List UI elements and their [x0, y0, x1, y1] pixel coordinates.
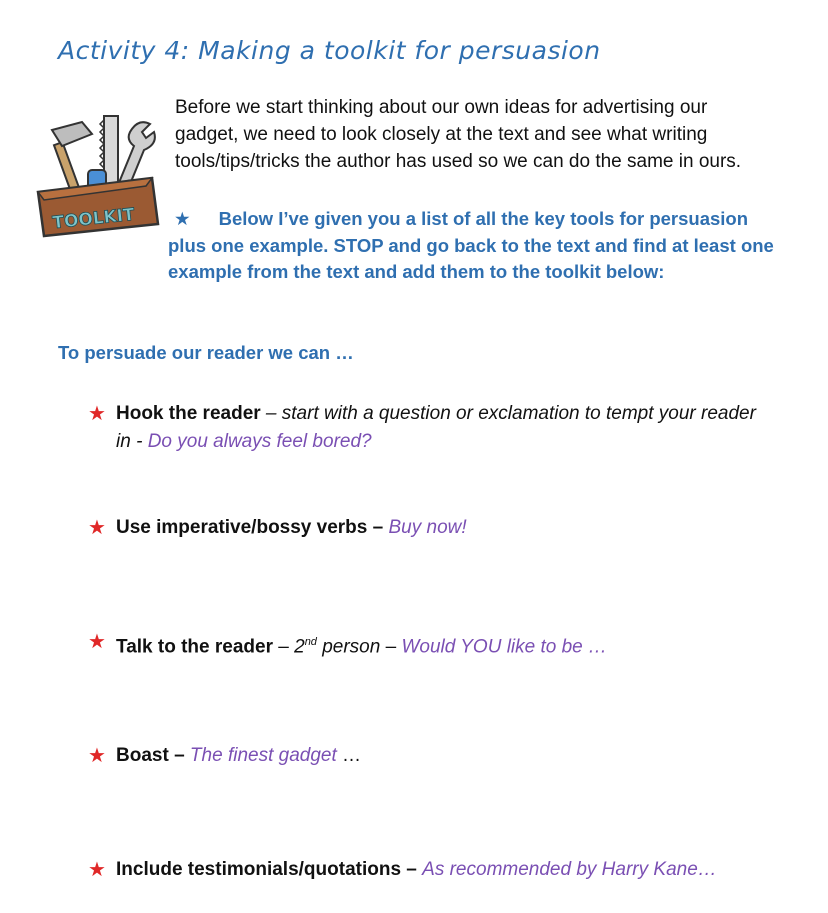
page-title: Activity 4: Making a toolkit for persuasion [58, 36, 601, 65]
item-desc-separator: – [380, 636, 402, 658]
red-star-icon: ★ [88, 631, 106, 653]
item-label: Use imperative/bossy verbs – [116, 517, 384, 538]
item-label: Hook the reader [116, 403, 261, 424]
instruction-text: Below I’ve given you a list of all the key tools for persuasion plus one example. STOP and go back to the text and find at least one example from the text and add them to the toolkit below: [168, 208, 774, 282]
item-desc-separator: - [130, 431, 148, 452]
instruction-paragraph [168, 206, 788, 286]
blue-star-icon: ★ [174, 208, 191, 229]
item-ordinal: 2 [294, 636, 305, 658]
item-label: Boast – [116, 745, 185, 766]
toolkit-item-talk [88, 628, 768, 661]
item-separator: – [260, 403, 282, 424]
item-example: The finest gadget [189, 745, 337, 766]
item-ordinal-suffix: nd [304, 636, 317, 648]
toolkit-item-hook [88, 400, 768, 456]
item-example: As recommended by Harry Kane… [422, 859, 717, 880]
toolkit-item-testimonials [88, 856, 768, 884]
item-trail: … [336, 745, 362, 766]
svg-text:TOOLKIT: TOOLKIT [51, 204, 136, 234]
red-star-icon: ★ [88, 859, 106, 881]
item-label: Include testimonials/quotations – [116, 859, 417, 880]
item-example: Buy now! [388, 517, 467, 538]
item-example: Would YOU like to be … [401, 636, 608, 658]
item-description: person [322, 636, 381, 658]
intro-paragraph: Before we start thinking about our own ideas for advertising our gadget, we need to look closely at the text and see what writing tools/tips/tricks the author has used so we can do the same in ours. [175, 97, 742, 172]
item-example: Do you always feel bored? [147, 431, 372, 452]
item-separator: – [272, 636, 295, 658]
red-star-icon: ★ [88, 517, 106, 539]
toolkit-item-boast [88, 742, 768, 770]
red-star-icon: ★ [88, 745, 106, 767]
item-description: start with a question or exclamation to tempt your reader in [116, 403, 756, 452]
red-star-icon: ★ [88, 403, 106, 425]
toolkit-item-imperative [88, 514, 768, 542]
item-label: Talk to the reader [116, 636, 273, 658]
lead-heading: To persuade our reader we can … [58, 342, 354, 363]
toolkit-box-icon [34, 112, 164, 238]
